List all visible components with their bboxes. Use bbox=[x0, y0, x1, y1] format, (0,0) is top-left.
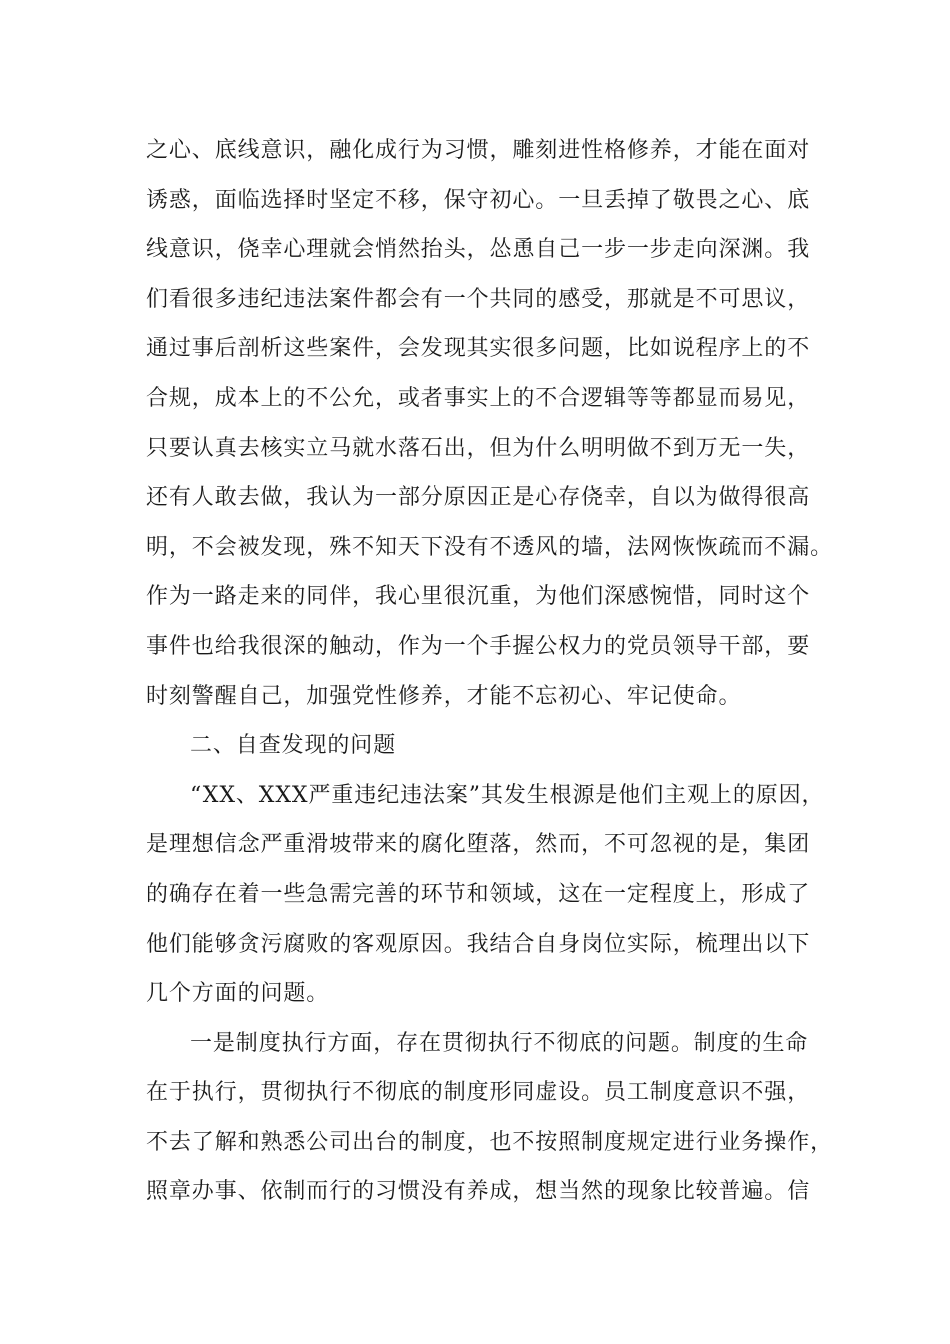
text-line: 时刻警醒自己，加强党性修养，才能不忘初心、牢记使命。 bbox=[146, 683, 742, 709]
text-line: 之心、底线意识，融化成行为习惯，雕刻进性格修养，才能在面对 bbox=[146, 138, 811, 163]
text-line: 通过事后剖析这些案件，会发现其实很多问题，比如说程序上的不 bbox=[146, 336, 811, 362]
text-line: 照章办事、依制而行的习惯没有养成，想当然的现象比较普遍。信 bbox=[146, 1179, 811, 1205]
text-line: 一是制度执行方面，存在贯彻执行不彻底的问题。制度的生命 bbox=[190, 1030, 809, 1056]
text-line: 是理想信念严重滑坡带来的腐化堕落，然而，不可忽视的是，集团 bbox=[146, 832, 811, 858]
text-line: 明，不会被发现，殊不知天下没有不透风的墙，法网恢恢疏而不漏。 bbox=[146, 534, 834, 560]
text-line: 几个方面的问题。 bbox=[146, 981, 330, 1007]
section-heading: 二、自查发现的问题 bbox=[190, 733, 397, 759]
text-line: 不去了解和熟悉公司出台的制度，也不按照制度规定进行业务操作， bbox=[146, 1129, 834, 1155]
text-line: “XX、XXX严重违纪违法案”其发生根源是他们主观上的原因， bbox=[190, 782, 825, 808]
text-line: 事件也给我很深的触动，作为一个手握公权力的党员领导干部，要 bbox=[146, 633, 811, 659]
text-line: 他们能够贪污腐败的客观原因。我结合自身岗位实际，梳理出以下 bbox=[146, 931, 811, 957]
text-line: 诱惑，面临选择时坚定不移，保守初心。一旦丢掉了敬畏之心、底 bbox=[146, 187, 811, 213]
text-line: 的确存在着一些急需完善的环节和领域，这在一定程度上，形成了 bbox=[146, 881, 811, 907]
text-line: 作为一路走来的同伴，我心里很沉重，为他们深感惋惜，同时这个 bbox=[146, 584, 811, 610]
text-line: 线意识，侥幸心理就会悄然抬头，怂恿自己一步一步走向深渊。我 bbox=[146, 237, 811, 263]
text-line: 在于执行，贯彻执行不彻底的制度形同虚设。员工制度意识不强， bbox=[146, 1080, 811, 1106]
text-line: 还有人敢去做，我认为一部分原因正是心存侥幸，自以为做得很高 bbox=[146, 485, 811, 511]
text-line: 合规，成本上的不公允，或者事实上的不合逻辑等等都显而易见， bbox=[146, 385, 811, 411]
document-body bbox=[146, 126, 834, 1217]
text-line: 只要认真去核实立马就水落石出，但为什么明明做不到万无一失， bbox=[146, 435, 811, 461]
text-line: 们看很多违纪违法案件都会有一个共同的感受，那就是不可思议， bbox=[146, 286, 811, 312]
